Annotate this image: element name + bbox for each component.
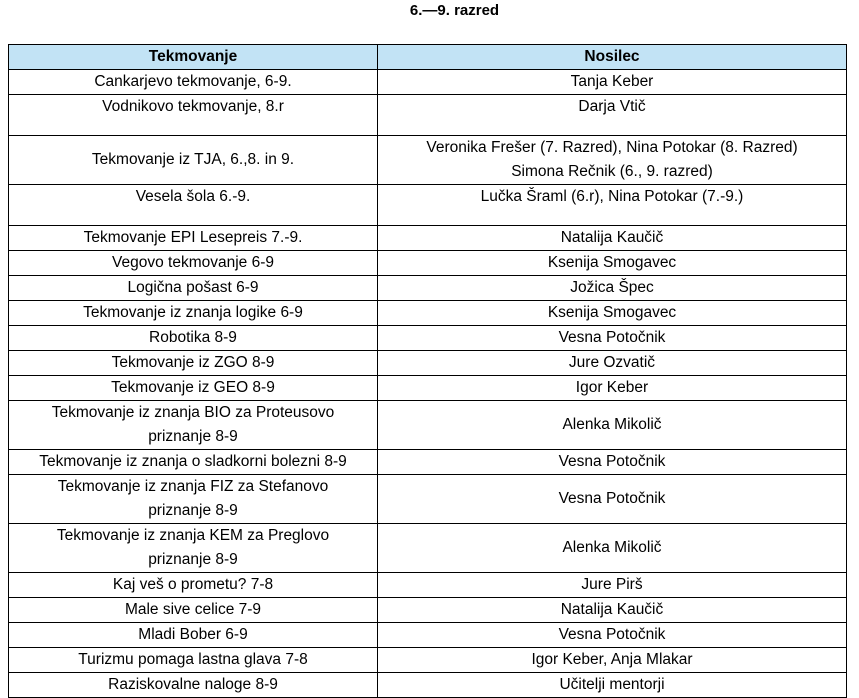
holder-cell: Veronika Frešer (7. Razred), Nina Potokar (8. Razred) Simona Rečnik (6., 9. razred) — [378, 136, 847, 185]
table-row — [9, 401, 847, 450]
competition-cell: Tekmovanje iz znanja logike 6-9 — [9, 301, 378, 326]
holder-cell: Ksenija Smogavec — [378, 301, 847, 326]
holder-cell: Vesna Potočnik — [378, 326, 847, 351]
competition-cell: Cankarjevo tekmovanje, 6-9. — [9, 70, 378, 95]
holder-cell: Natalija Kaučič — [378, 226, 847, 251]
table-row — [9, 475, 847, 524]
holder-cell: Jure Ozvatič — [378, 351, 847, 376]
holder-cell: Učitelji mentorji — [378, 673, 847, 698]
table-row — [9, 648, 847, 673]
competition-cell: Tekmovanje EPI Lesepreis 7.-9. — [9, 226, 378, 251]
holder-cell: Natalija Kaučič — [378, 598, 847, 623]
competition-cell: Tekmovanje iz znanja o sladkorni bolezni 8-9 — [9, 450, 378, 475]
table-row — [9, 251, 847, 276]
holder-cell: Vesna Potočnik — [378, 475, 847, 524]
competition-cell: Vesela šola 6.-9. — [9, 185, 378, 226]
holder-cell: Darja Vtič — [378, 95, 847, 136]
table-row — [9, 623, 847, 648]
holder-cell: Tanja Keber — [378, 70, 847, 95]
table-row — [9, 598, 847, 623]
competition-cell: Kaj veš o prometu? 7-8 — [9, 573, 378, 598]
holder-cell: Vesna Potočnik — [378, 450, 847, 475]
competition-cell: Male sive celice 7-9 — [9, 598, 378, 623]
holder-cell: Jožica Špec — [378, 276, 847, 301]
table-header-row — [9, 45, 847, 70]
holder-cell: Lučka Šraml (6.r), Nina Potokar (7.-9.) — [378, 185, 847, 226]
competition-cell: Turizmu pomaga lastna glava 7-8 — [9, 648, 378, 673]
competition-cell: Vodnikovo tekmovanje, 8.r — [9, 95, 378, 136]
table-row — [9, 450, 847, 475]
competition-cell: Tekmovanje iz GEO 8-9 — [9, 376, 378, 401]
table-row — [9, 136, 847, 185]
table-row — [9, 573, 847, 598]
table-row — [9, 95, 847, 136]
holder-cell: Igor Keber — [378, 376, 847, 401]
page-title: 6.—9. razred — [409, 2, 500, 19]
table-row — [9, 226, 847, 251]
column-header-competition: Tekmovanje — [9, 45, 378, 70]
table-row — [9, 524, 847, 573]
competition-cell: Raziskovalne naloge 8-9 — [9, 673, 378, 698]
table-row — [9, 70, 847, 95]
column-header-holder: Nosilec — [378, 45, 847, 70]
table-row — [9, 351, 847, 376]
table-row — [9, 301, 847, 326]
holder-cell: Alenka Mikolič — [378, 401, 847, 450]
table-row — [9, 276, 847, 301]
competition-cell: Tekmovanje iz znanja FIZ za Stefanovo priznanje 8-9 — [9, 475, 378, 524]
competition-cell: Mladi Bober 6-9 — [9, 623, 378, 648]
competition-cell: Logična pošast 6-9 — [9, 276, 378, 301]
holder-cell: Igor Keber, Anja Mlakar — [378, 648, 847, 673]
competition-cell: Vegovo tekmovanje 6-9 — [9, 251, 378, 276]
table-row — [9, 376, 847, 401]
holder-cell: Alenka Mikolič — [378, 524, 847, 573]
holder-cell: Jure Pirš — [378, 573, 847, 598]
competition-cell: Tekmovanje iz znanja KEM za Preglovo priznanje 8-9 — [9, 524, 378, 573]
competition-cell: Robotika 8-9 — [9, 326, 378, 351]
table-row — [9, 326, 847, 351]
table-row — [9, 185, 847, 226]
holder-cell: Vesna Potočnik — [378, 623, 847, 648]
competition-cell: Tekmovanje iz znanja BIO za Proteusovo priznanje 8-9 — [9, 401, 378, 450]
competition-cell: Tekmovanje iz ZGO 8-9 — [9, 351, 378, 376]
holder-cell: Ksenija Smogavec — [378, 251, 847, 276]
competitions-table — [8, 44, 847, 698]
competition-cell: Tekmovanje iz TJA, 6.,8. in 9. — [9, 136, 378, 185]
table-row — [9, 673, 847, 698]
